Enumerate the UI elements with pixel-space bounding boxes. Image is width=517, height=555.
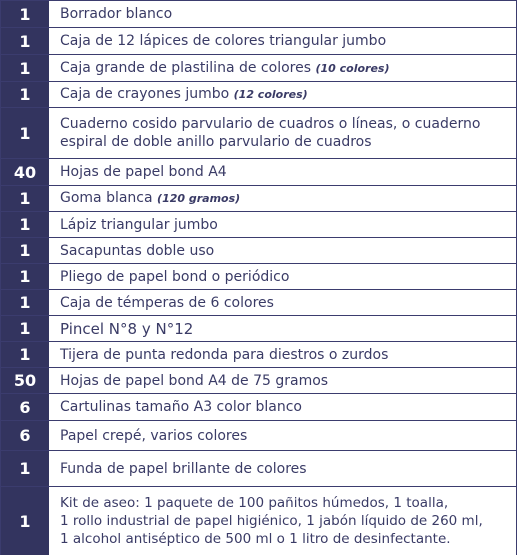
item-description: [49, 1, 516, 27]
list-item: [1, 55, 516, 82]
item-text-line: espiral de doble anillo parvulario de cuadros: [60, 134, 372, 150]
list-item: [1, 212, 516, 238]
quantity: 6: [1, 421, 49, 450]
list-item: [1, 394, 516, 421]
item-text: Hojas de papel bond A4: [60, 164, 227, 180]
quantity: 50: [1, 368, 49, 393]
quantity: 1: [1, 451, 49, 486]
quantity: 1: [1, 28, 49, 54]
item-text: Borrador blanco: [60, 6, 173, 22]
quantity: 1: [1, 238, 49, 263]
item-text: Tijera de punta redonda para diestros o zurdos: [60, 346, 389, 363]
item-description: [49, 28, 516, 54]
list-item: [1, 186, 516, 212]
list-item: [1, 159, 516, 186]
item-text: Pliego de papel bond o periódico: [60, 268, 290, 285]
quantity: 1: [1, 487, 49, 555]
item-text: Cartulinas tamaño A3 color blanco: [60, 399, 302, 415]
item-description: [49, 55, 516, 81]
list-item: [1, 451, 516, 487]
list-item: [1, 238, 516, 264]
quantity: 1: [1, 82, 49, 107]
item-text: Papel crepé, varios colores: [60, 427, 248, 444]
list-item: [1, 421, 516, 451]
item-text-line: 1 alcohol antiséptico de 500 ml o 1 litro de desinfectante.: [60, 531, 451, 547]
item-description: [49, 82, 516, 107]
quantity: 1: [1, 108, 49, 158]
item-text-line: Cuaderno cosido parvulario de cuadros o líneas, o cuaderno: [60, 116, 481, 132]
quantity: 1: [1, 316, 49, 341]
item-text: Caja de crayones jumbo: [60, 86, 234, 102]
item-text: Lápiz triangular jumbo: [60, 216, 218, 233]
quantity: 1: [1, 342, 49, 367]
item-note: (10 colores): [315, 61, 390, 75]
list-item: [1, 290, 516, 316]
item-text: Funda de papel brillante de colores: [60, 460, 307, 477]
item-description: [49, 290, 516, 315]
quantity: 6: [1, 394, 49, 420]
quantity: 1: [1, 1, 49, 27]
list-item: [1, 1, 516, 28]
item-text: Caja de témperas de 6 colores: [60, 294, 274, 311]
item-text-line: Kit de aseo: 1 paquete de 100 pañitos húmedos, 1 toalla,: [60, 495, 449, 511]
list-item: [1, 368, 516, 394]
item-text: Hojas de papel bond A4 de 75 gramos: [60, 372, 329, 389]
item-text: Caja de 12 lápices de colores triangular jumbo: [60, 33, 387, 49]
item-note: (120 gramos): [157, 192, 241, 205]
list-item: [1, 28, 516, 55]
item-description: [49, 238, 516, 263]
quantity: 1: [1, 186, 49, 211]
item-description: [49, 487, 516, 555]
item-description: [49, 186, 516, 211]
item-description: [49, 421, 516, 450]
item-description: [49, 342, 516, 367]
quantity: 40: [1, 159, 49, 185]
item-description: [49, 212, 516, 237]
quantity: 1: [1, 55, 49, 81]
item-text: Sacapuntas doble uso: [60, 242, 215, 259]
list-item: [1, 316, 516, 342]
item-text: Pincel N°8 y N°12: [60, 319, 194, 338]
list-item: [1, 108, 516, 159]
quantity: 1: [1, 290, 49, 315]
item-text-line: 1 rollo industrial de papel higiénico, 1 jabón líquido de 260 ml,: [60, 513, 483, 529]
item-description: [49, 451, 516, 486]
item-description: [49, 108, 516, 158]
item-description: [49, 368, 516, 393]
list-item: [1, 82, 516, 108]
item-note: (12 colores): [233, 88, 308, 101]
list-item: [1, 487, 516, 555]
item-description: [49, 264, 516, 289]
list-item: [1, 264, 516, 290]
quantity: 1: [1, 212, 49, 237]
item-description: [49, 394, 516, 420]
list-item: [1, 342, 516, 368]
item-description: [49, 159, 516, 185]
item-description: [49, 316, 516, 341]
item-text: Goma blanca: [60, 190, 158, 206]
quantity: 1: [1, 264, 49, 289]
item-text: Caja grande de plastilina de colores: [60, 59, 316, 76]
